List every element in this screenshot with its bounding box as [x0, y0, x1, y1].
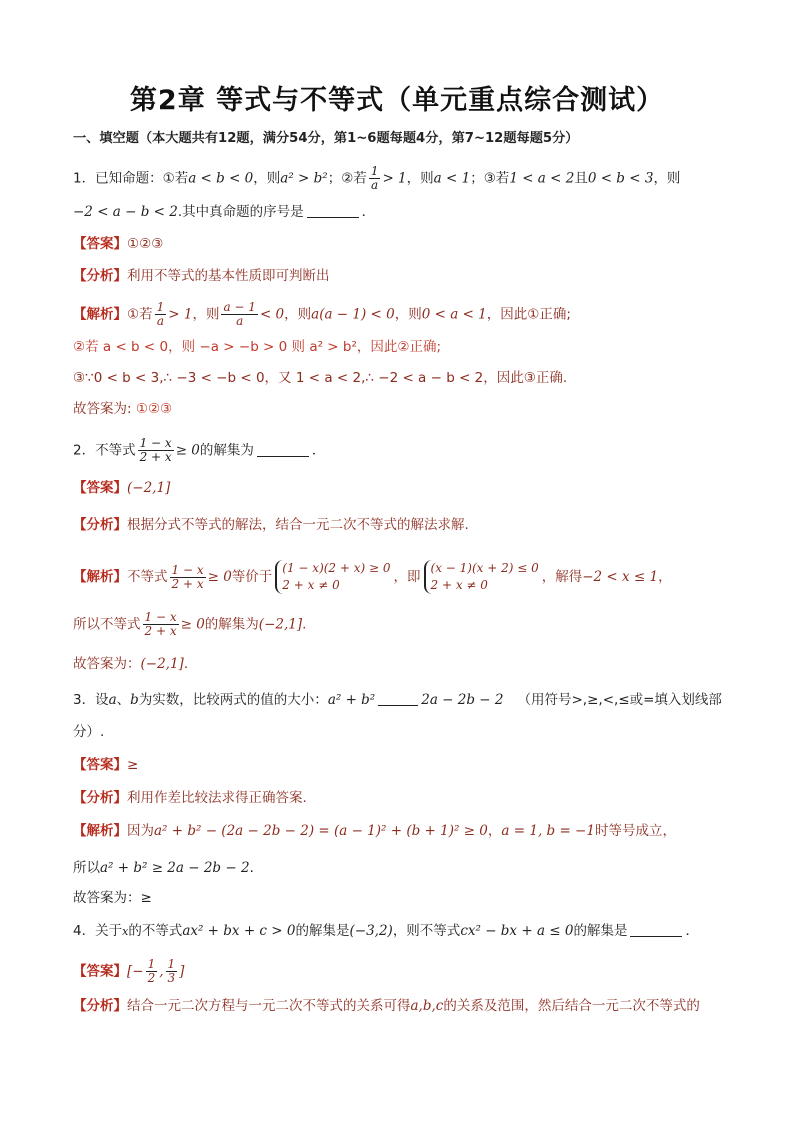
q3-answer: 【答案】≥	[73, 757, 139, 773]
q2-stem: 2．不等式 $\frac{1 - x}{2 + x}$ ≥ 0的解集为 ．	[73, 436, 326, 464]
q1-final: 故答案为: ①②③	[73, 401, 173, 417]
fraction: $\frac{1}{a}$	[156, 300, 165, 328]
q2-final: 故答案为：(−2,1].	[73, 656, 189, 672]
q3-stem-line2: 分）.	[73, 724, 105, 740]
q3-solution: 【解析】因为a² + b² − (2a − 2b − 2) = (a − 1)² + (b + 1)² ≥ 0，a = 1, b = −1时等号成立，	[73, 823, 676, 839]
fraction: $\frac{1 - x}{2 + x}$	[144, 610, 177, 638]
page-title: 第2章 等式与不等式（单元重点综合测试）	[129, 85, 665, 116]
q3-analysis: 【分析】利用作差比较法求得正确答案.	[73, 790, 307, 806]
answer-blank	[630, 922, 682, 937]
q1-solution-line3: ③∵0 < b < 3,∴ −3 < −b < 0，又 1 < a < 2,∴ −2 < a − b < 2，因此③正确.	[73, 370, 568, 386]
q3-stem-line1: 3．设a、b为实数，比较两式的值的大小：a² + b² 2a − 2b − 2 （用符号>,≥,<,≤或=填入划线部	[73, 692, 722, 708]
fraction: $\frac{1 - x}{2 + x}$	[171, 562, 204, 591]
q1-stem-line2: −2 < a − b < 2.其中真命题的序号是 ．	[73, 204, 376, 220]
q1-solution-line1: 【解析】①若 $\frac{1}{a}$ > 1，则 $\frac{a - 1}{a}$ < 0，则a(a − 1) < 0，则0 < a < 1，因此①正确;	[73, 300, 571, 328]
equation-system: (1 − x)(2 + x) ≥ 0 2 + x ≠ 0	[275, 560, 390, 594]
fraction: $\frac{1}{a}$	[370, 164, 379, 192]
q2-analysis: 【分析】根据分式不等式的解法，结合一元二次不等式的解法求解.	[73, 517, 469, 533]
q1-analysis: 【分析】利用不等式的基本性质即可判断出	[73, 268, 330, 284]
fraction: $\frac{1}{2}$	[147, 957, 156, 985]
fraction: $\frac{1 - x}{2 + x}$	[139, 436, 172, 464]
q3-conclusion: 所以a² + b² ≥ 2a − 2b − 2．	[73, 860, 264, 876]
q2-conclusion: 所以不等式 $\frac{1 - x}{2 + x}$ ≥ 0的解集为(−2,1].	[73, 610, 307, 638]
q2-answer: 【答案】(−2,1]	[73, 480, 171, 496]
q3-final: 故答案为：≥	[73, 890, 152, 906]
q1-stem-line1: 1．已知命题：①若a < b < 0，则a² > b²；②若 $\frac{1}{a}$ > 1，则a < 1；③若1 < a < 2且0 < b < 3，则	[73, 164, 681, 192]
fraction: $\frac{a - 1}{a}$	[223, 300, 256, 328]
q1-solution-line2: ②若 a < b < 0，则 −a > −b > 0 则 a² > b²，因此②正确;	[73, 339, 442, 355]
q2-solution: 【解析】不等式 $\frac{1 - x}{2 + x}$ ≥ 0等价于 (1 − x)(2 + x) ≥ 0 2 + x ≠ 0 ，即 (x − 1)(x + 2) ≤ 0 2 + x ≠ 0 ，解得−2 < x ≤ 1，	[73, 561, 672, 592]
q4-analysis: 【分析】结合一元二次方程与一元二次不等式的关系可得a,b,c的关系及范围，然后结合一元二次不等式的	[73, 998, 700, 1014]
answer-blank	[307, 203, 359, 218]
q4-stem: 4．关于x的不等式ax² + bx + c > 0的解集是(−3,2)，则不等式cx² − bx + a ≤ 0的解集是 ．	[73, 923, 699, 939]
q4-answer: 【答案】[− $\frac{1}{2}$ , $\frac{1}{3}$ ]	[73, 957, 185, 985]
answer-blank	[257, 442, 309, 457]
equation-system: (x − 1)(x + 2) ≤ 0 2 + x ≠ 0	[424, 560, 539, 594]
fraction: $\frac{1}{3}$	[167, 957, 176, 985]
answer-blank	[378, 691, 418, 706]
q1-answer: 【答案】①②③	[73, 236, 164, 252]
section-header: 一、填空题（本大题共有12题，满分54分，第1~6题每题4分，第7~12题每题5分）	[73, 131, 579, 146]
